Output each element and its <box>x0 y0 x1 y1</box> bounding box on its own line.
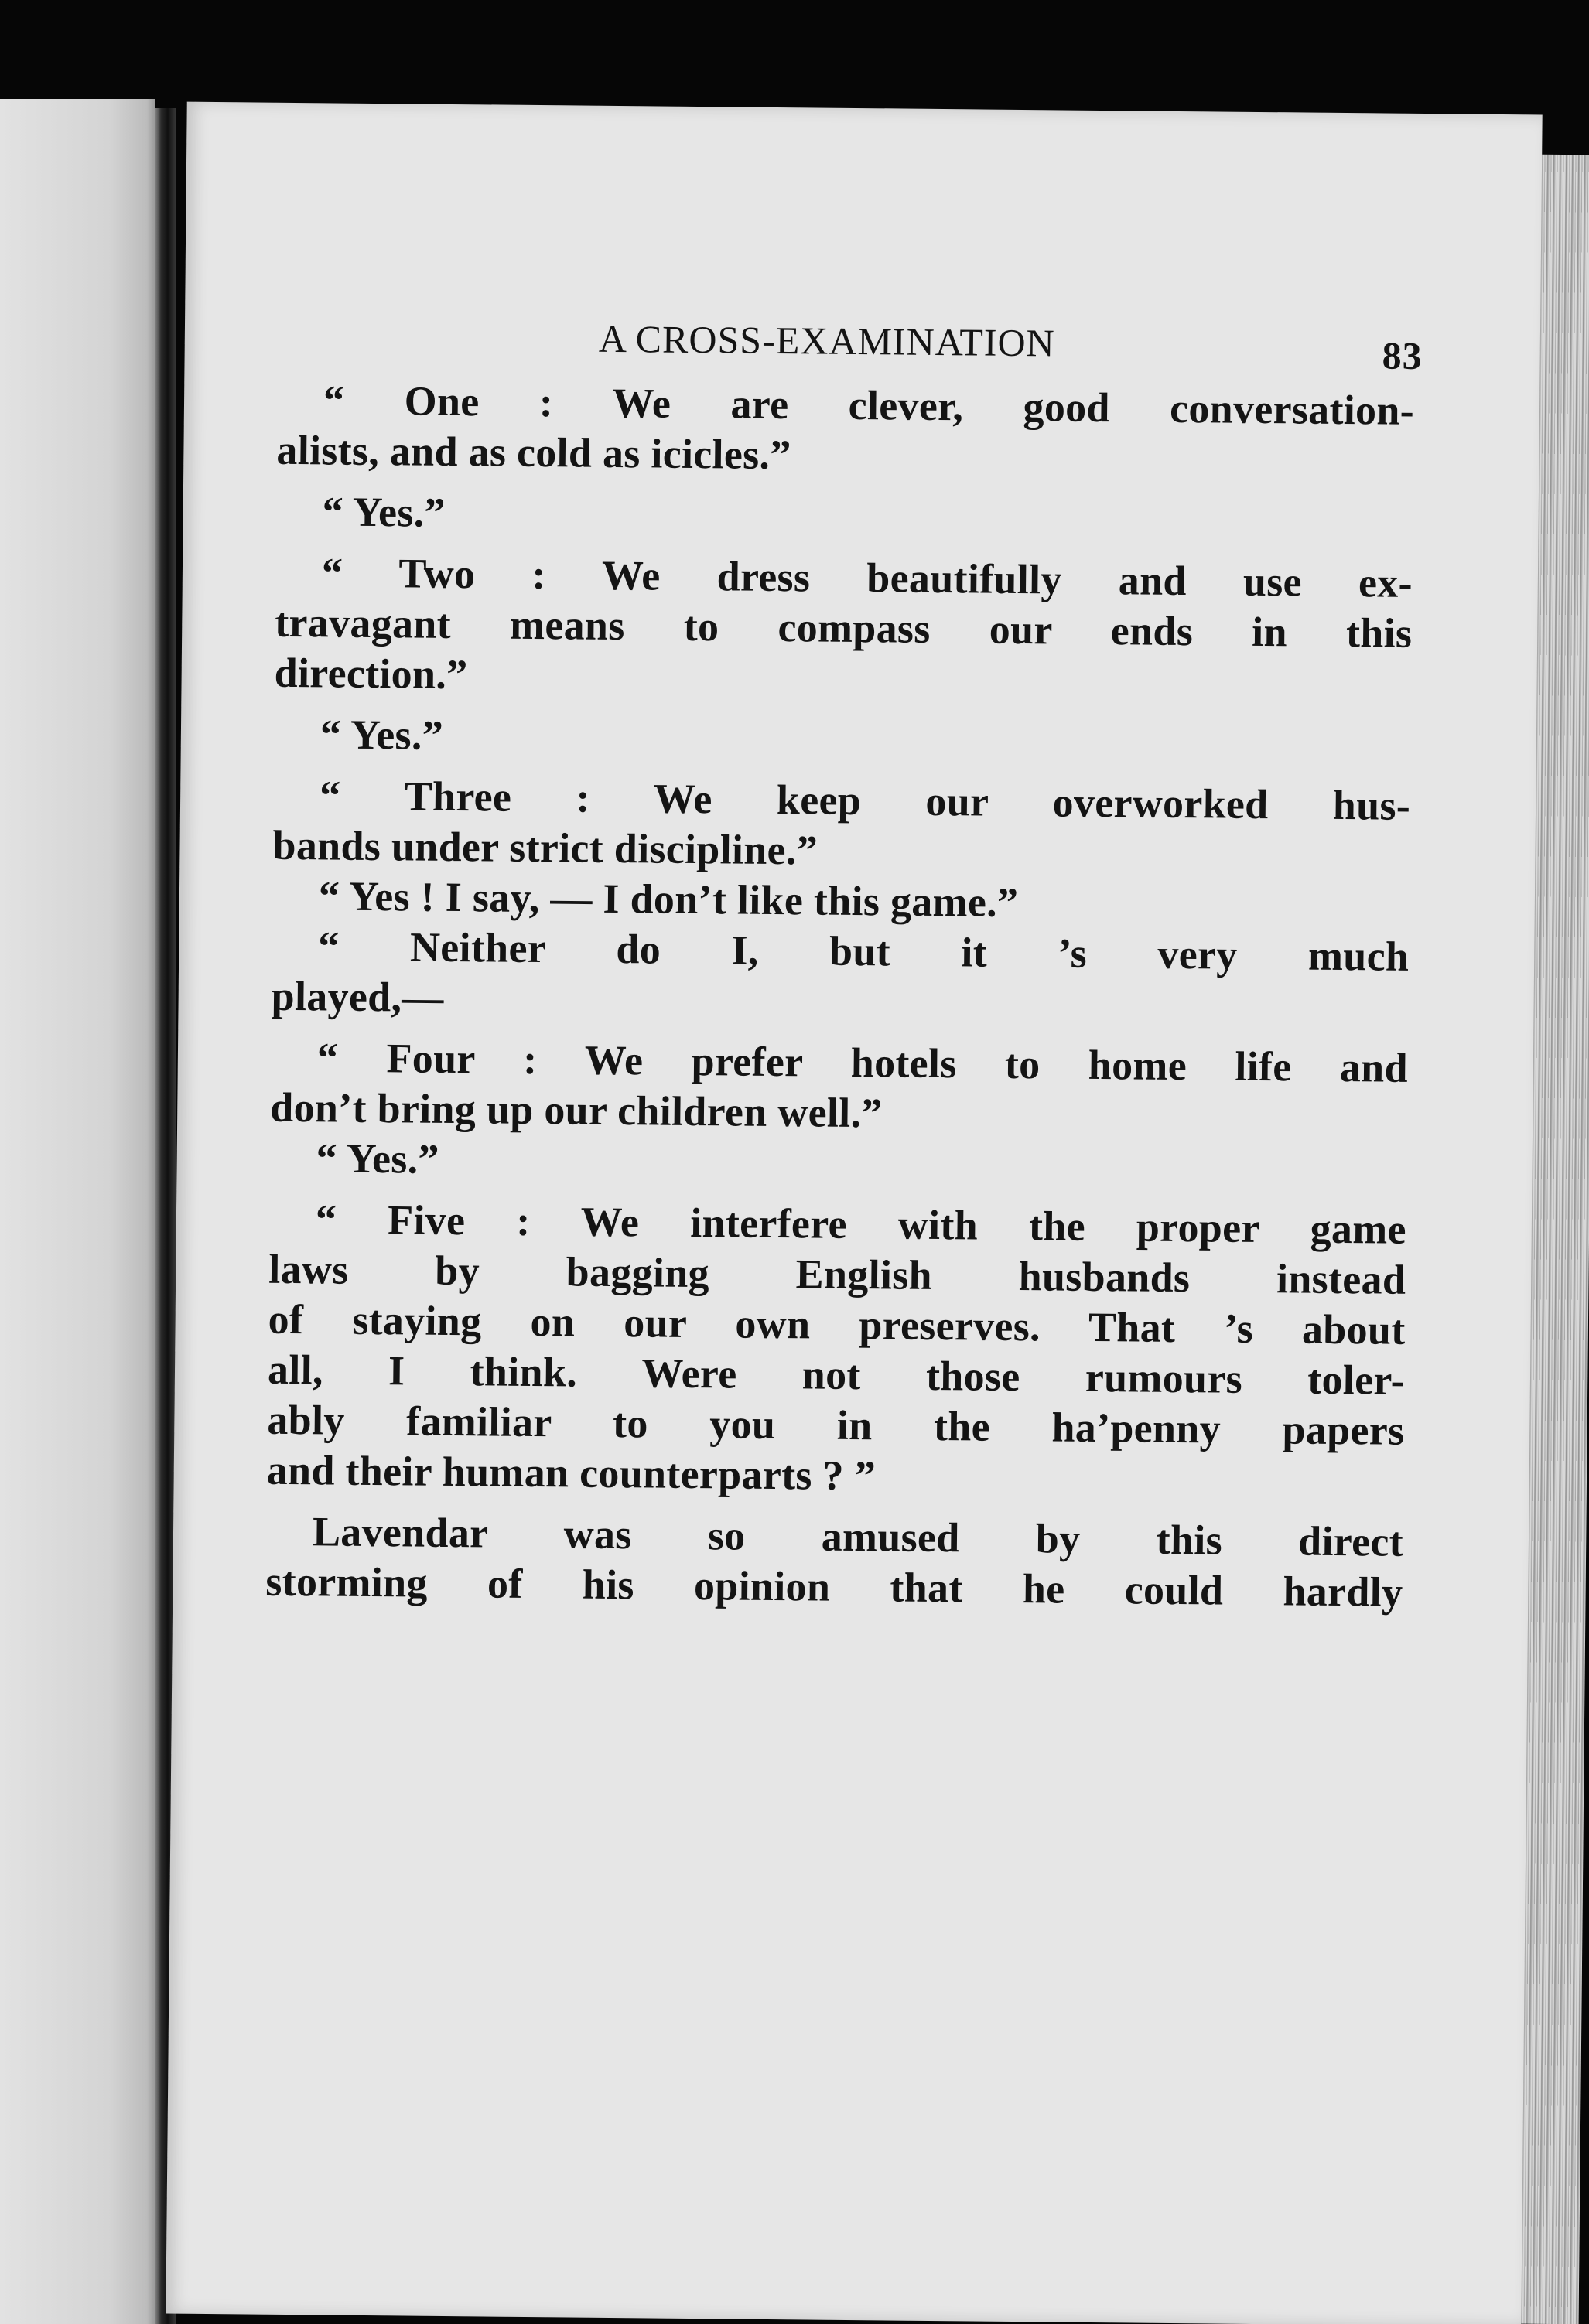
text-line: “ Yes.” <box>322 488 446 536</box>
text-line: don’t bring up our children well.” <box>270 1084 883 1137</box>
text-line: “ Neither do I, but it ’s very much <box>318 923 1410 980</box>
text-line: “ Yes ! I say, — I don’t like this game.” <box>318 872 1019 927</box>
left-facing-page <box>0 99 155 2324</box>
text-line: bands under strict discipline.” <box>272 821 818 874</box>
text-line: “ Two : We dress beautifully and use ex- <box>321 549 1413 606</box>
text-line: “ Four : We prefer hotels to home life and <box>316 1034 1409 1091</box>
text-line: alists, and as cold as icicles.” <box>276 426 791 479</box>
text-line: all, I think. Were not those rumours toler- <box>267 1346 1406 1404</box>
text-line: laws by bagging English husbands instead <box>268 1245 1406 1303</box>
page-number: 83 <box>1382 333 1423 377</box>
text-line: direction.” <box>274 649 468 698</box>
text-line: played,— <box>271 972 444 1021</box>
text-line: storming of his opinion that he could hardly <box>265 1558 1403 1616</box>
text-line: travagant means to compass our ends in this <box>275 599 1413 657</box>
text-line: of staying on our own preserves. That ’s about <box>268 1295 1406 1353</box>
page-text-block <box>265 305 1423 1618</box>
text-line: “ Five : We interfere with the proper game <box>315 1196 1407 1253</box>
text-line: and their human counterparts ? ” <box>266 1446 877 1500</box>
running-head <box>277 305 1423 386</box>
text-line: “ Yes.” <box>316 1135 440 1182</box>
text-line: “ Yes.” <box>320 711 444 759</box>
running-head-title: A CROSS-EXAMINATION <box>598 316 1055 365</box>
text-line: “ One : We are clever, good conversation- <box>323 377 1415 434</box>
text-line: ably familiar to you in the ha’penny papers <box>267 1396 1405 1454</box>
book-page <box>166 102 1542 2324</box>
text-line: “ Three : We keep our overworked hus- <box>319 772 1411 829</box>
text-line: Lavendar was so amused by this direct <box>312 1508 1404 1565</box>
